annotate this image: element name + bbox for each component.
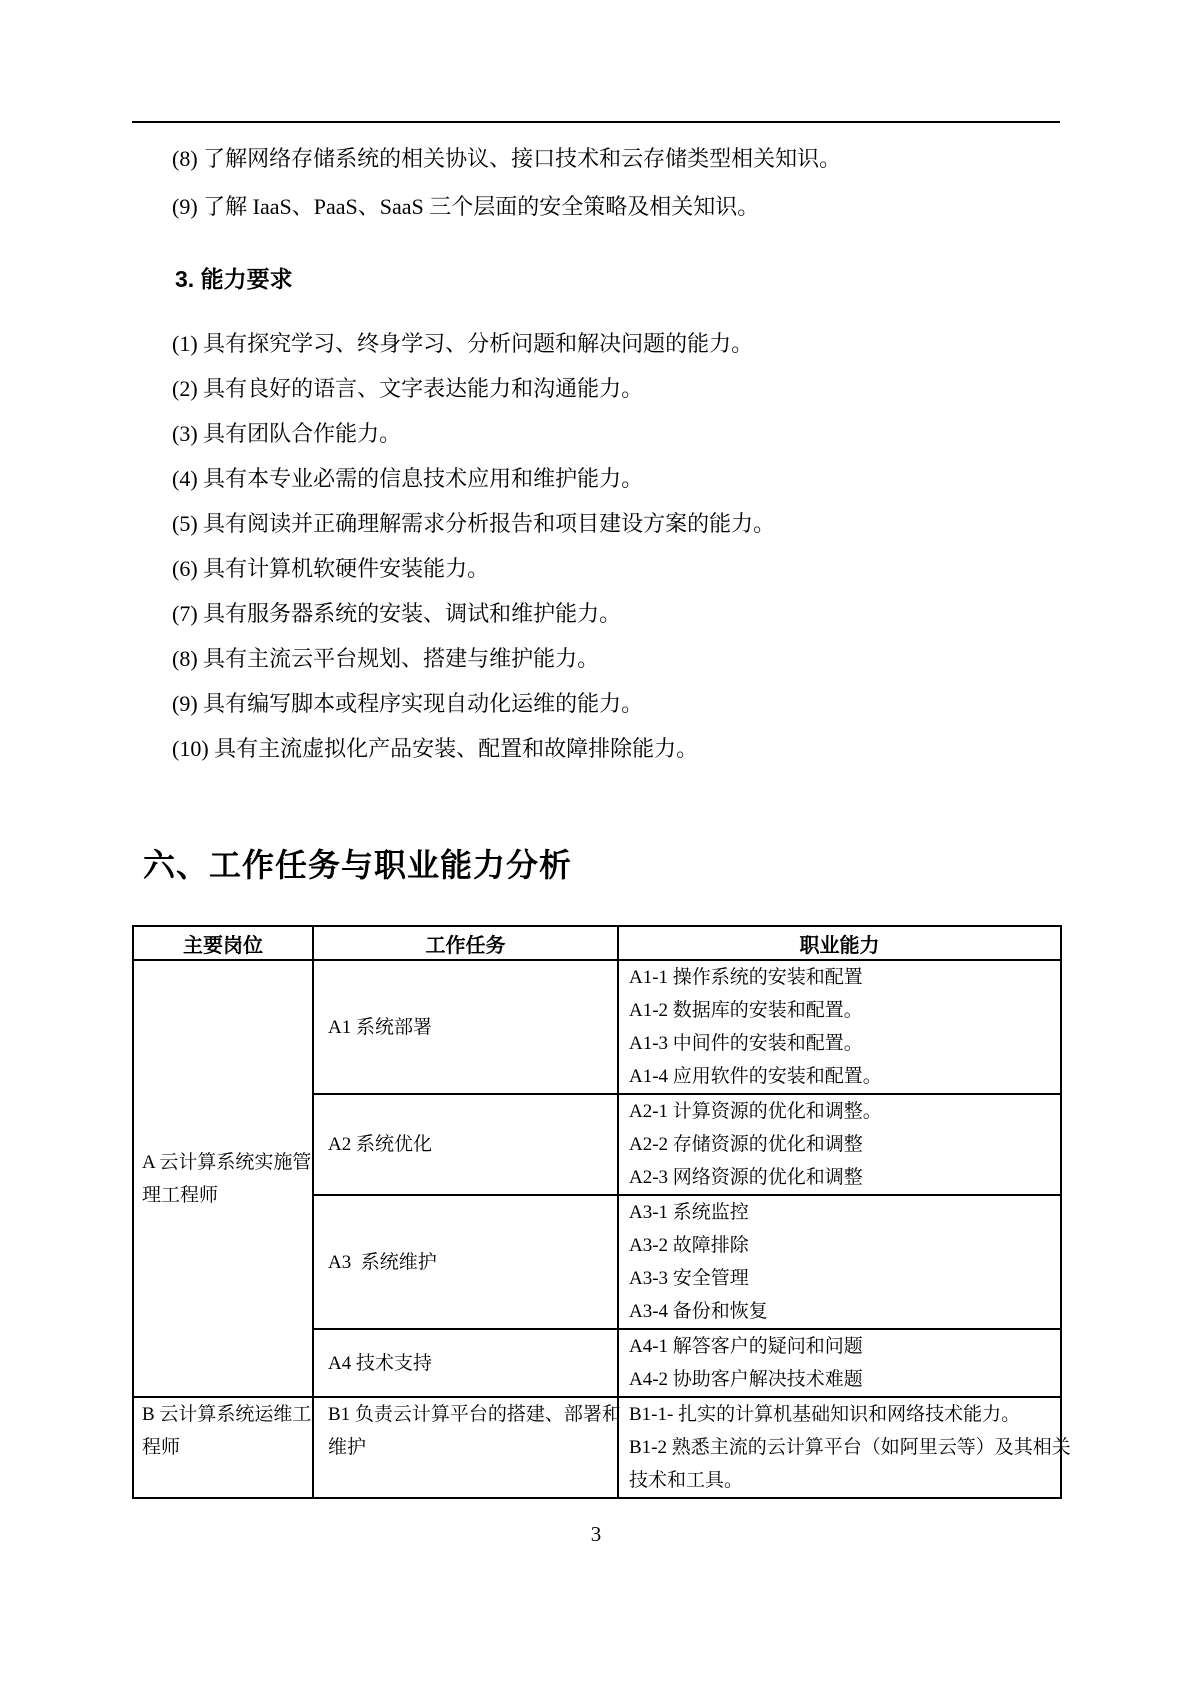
- cell-abilities-a1: [618, 960, 1061, 1094]
- ability-line: A2-3 网络资源的优化和调整: [629, 1167, 863, 1188]
- task-section-heading: 六、工作任务与职业能力分析: [143, 847, 573, 883]
- cell-position-b: [133, 1397, 313, 1498]
- ability-line: B1-1- 扎实的计算机基础知识和网络技术能力。: [629, 1404, 1021, 1425]
- task-a3-label: A3 系统维护: [328, 1251, 437, 1273]
- cell-abilities-a4: [618, 1329, 1061, 1397]
- ability-line: A3-3 安全管理: [629, 1268, 749, 1289]
- position-a-line: 理工程师: [142, 1184, 219, 1206]
- ability-line: A4-2 协助客户解决技术难题: [629, 1369, 863, 1390]
- ability-line: A2-1 计算资源的优化和调整。: [629, 1101, 882, 1122]
- position-b-line: 程师: [142, 1437, 181, 1458]
- ability-item-10: (10) 具有主流虚拟化产品安装、配置和故障排除能力。: [172, 736, 699, 761]
- ability-line: A1-3 中间件的安装和配置。: [629, 1033, 863, 1054]
- cell-task-a2: [313, 1094, 618, 1195]
- task-b1-line: 维护: [328, 1437, 367, 1458]
- task-ability-table: [132, 925, 1071, 1499]
- ability-item-8: (8) 具有主流云平台规划、搭建与维护能力。: [172, 646, 600, 671]
- header-rule: [132, 121, 1060, 123]
- page-content: [0, 121, 1191, 1547]
- ability-item-1: (1) 具有探究学习、终身学习、分析问题和解决问题的能力。: [172, 331, 754, 356]
- intro-item-9: (9) 了解 IaaS、PaaS、SaaS 三个层面的安全策略及相关知识。: [172, 194, 760, 219]
- cell-task-a3: [313, 1195, 618, 1329]
- task-a2-label: A2 系统优化: [328, 1134, 432, 1155]
- cell-position-a: [133, 960, 313, 1397]
- ability-item-4: (4) 具有本专业必需的信息技术应用和维护能力。: [172, 466, 644, 491]
- position-a-line: A 云计算系统实施管: [142, 1151, 312, 1173]
- ability-line: A1-2 数据库的安装和配置。: [629, 1000, 863, 1021]
- ability-line: A3-2 故障排除: [629, 1235, 749, 1256]
- cell-task-a4: [313, 1329, 618, 1397]
- position-b-line: B 云计算系统运维工: [142, 1404, 312, 1425]
- ability-line: A3-1 系统监控: [629, 1202, 749, 1223]
- column-header-position: 主要岗位: [133, 926, 313, 960]
- cell-abilities-b1: [618, 1397, 1071, 1498]
- table-header-row: [133, 926, 1061, 960]
- ability-item-7: (7) 具有服务器系统的安装、调试和维护能力。: [172, 601, 622, 626]
- ability-line: A2-2 存储资源的优化和调整: [629, 1134, 863, 1155]
- task-a1-label: A1 系统部署: [328, 1016, 432, 1038]
- ability-item-9: (9) 具有编写脚本或程序实现自动化运维的能力。: [172, 691, 644, 716]
- column-header-ability: 职业能力: [618, 926, 1061, 960]
- ability-line: A1-4 应用软件的安装和配置。: [629, 1066, 882, 1087]
- table-row-b1: [133, 1397, 1061, 1498]
- ability-line: 技术和工具。: [629, 1470, 744, 1491]
- cell-task-a1: [313, 960, 618, 1094]
- ability-item-5: (5) 具有阅读并正确理解需求分析报告和项目建设方案的能力。: [172, 511, 776, 536]
- table-row-a1: [133, 960, 1061, 1094]
- ability-line: B1-2 熟悉主流的云计算平台（如阿里云等）及其相关: [629, 1437, 1071, 1458]
- ability-item-6: (6) 具有计算机软硬件安装能力。: [172, 556, 490, 581]
- cell-task-b1: [313, 1397, 621, 1498]
- cell-abilities-a2: [618, 1094, 1061, 1195]
- column-header-task: 工作任务: [313, 926, 618, 960]
- ability-item-2: (2) 具有良好的语言、文字表达能力和沟通能力。: [172, 376, 644, 401]
- ability-line: A4-1 解答客户的疑问和问题: [629, 1336, 863, 1357]
- cell-abilities-a3: [618, 1195, 1061, 1329]
- ability-section-heading: 3. 能力要求: [175, 266, 293, 292]
- intro-item-8: (8) 了解网络存储系统的相关协议、接口技术和云存储类型相关知识。: [172, 146, 842, 171]
- ability-item-3: (3) 具有团队合作能力。: [172, 421, 402, 446]
- ability-line: A1-1 操作系统的安装和配置: [629, 967, 863, 988]
- ability-line: A3-4 备份和恢复: [629, 1301, 768, 1322]
- task-b1-line: B1 负责云计算平台的搭建、部署和: [328, 1404, 621, 1425]
- page-number: 3: [590, 1522, 602, 1546]
- task-a4-label: A4 技术支持: [328, 1352, 432, 1374]
